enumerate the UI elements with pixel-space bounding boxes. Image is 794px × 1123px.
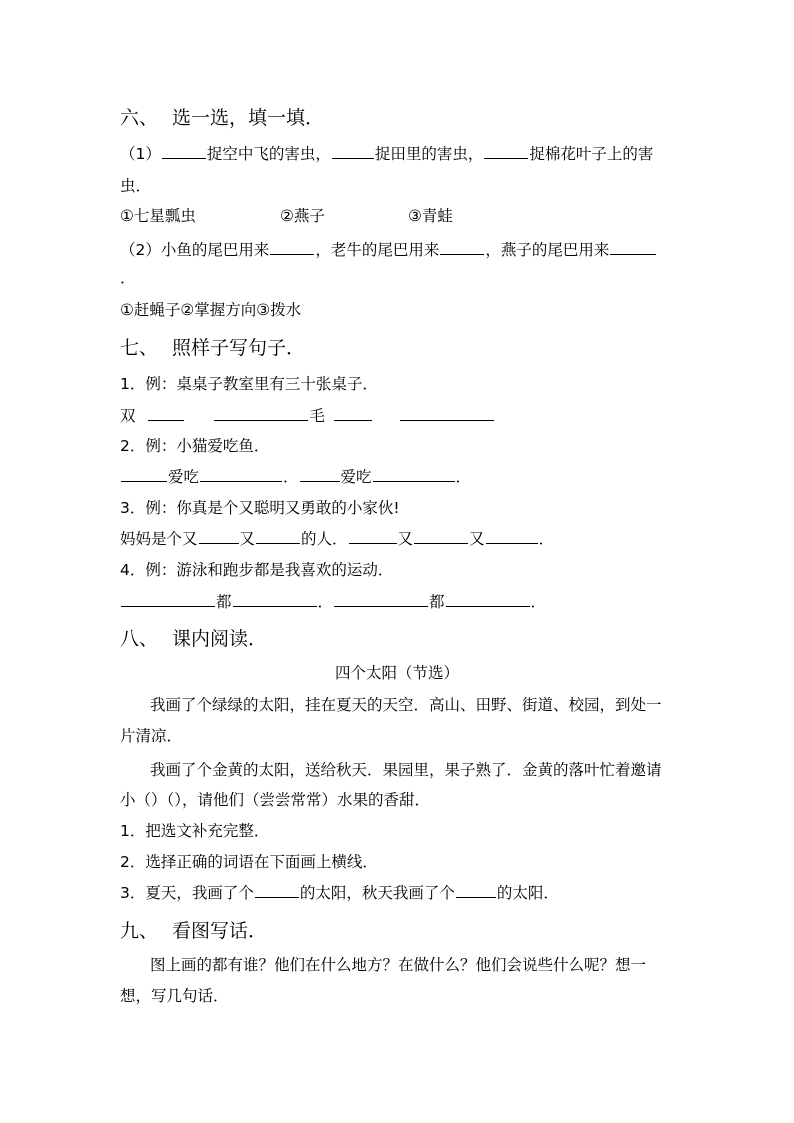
answer-blank[interactable]	[484, 144, 528, 159]
answer-blank[interactable]	[214, 406, 308, 421]
section-title: 照样子写句子．	[172, 337, 306, 359]
example-3-answer	[120, 529, 554, 549]
example-1: 1．例：桌桌子教室里有三十张桌子．	[120, 375, 378, 393]
answer-blank[interactable]	[334, 406, 372, 421]
section-number: 八、	[120, 628, 159, 650]
answer-blank[interactable]	[610, 240, 656, 255]
q1-text-3: 捉棉花叶子上的害	[529, 145, 654, 163]
ex3-text: 的人．	[301, 530, 348, 548]
period: ．	[317, 593, 334, 611]
sec6-q2-line	[120, 240, 657, 260]
ex3-text: 又	[469, 530, 485, 548]
sec6-q2-cont: ．	[120, 269, 136, 287]
writing-prompt-cont: 想，写几句话．	[120, 987, 229, 1005]
ex1-word-b: 毛	[309, 407, 325, 425]
q3-text: 3．夏天，我画了个	[120, 884, 254, 902]
answer-blank[interactable]	[256, 529, 300, 544]
answer-blank[interactable]	[148, 406, 184, 421]
answer-blank[interactable]	[440, 240, 484, 255]
q1-prefix: （1）	[120, 145, 161, 163]
option-1: ①七星瓢虫	[120, 207, 196, 225]
question-3	[120, 883, 559, 903]
answer-blank[interactable]	[456, 883, 496, 898]
section-title: 看图写话．	[172, 920, 268, 942]
sec6-q1-cont: 虫．	[120, 177, 152, 195]
sec6-q1-options	[120, 206, 453, 226]
answer-blank[interactable]	[334, 592, 428, 607]
answer-blank[interactable]	[233, 592, 317, 607]
section-8-heading	[120, 627, 267, 651]
sec6-q1-line	[120, 144, 653, 164]
q1-text-1: 捉空中飞的害虫，	[206, 145, 331, 163]
example-1-answer	[120, 406, 495, 426]
answer-blank[interactable]	[200, 467, 282, 482]
q2-text-3: ，燕子的尾巴用来	[485, 241, 610, 259]
answer-blank[interactable]	[446, 592, 530, 607]
answer-blank[interactable]	[270, 240, 314, 255]
ex4-word: 都	[429, 593, 445, 611]
section-9-heading	[120, 919, 267, 943]
answer-blank[interactable]	[400, 406, 494, 421]
answer-blank[interactable]	[486, 529, 538, 544]
section-number: 九、	[120, 920, 159, 942]
answer-blank[interactable]	[199, 529, 239, 544]
answer-blank[interactable]	[332, 144, 374, 159]
question-1: 1．把选文补充完整．	[120, 822, 270, 840]
answer-blank[interactable]	[414, 529, 468, 544]
q3-text: 的太阳，秋天我画了个	[299, 884, 455, 902]
answer-blank[interactable]	[349, 529, 397, 544]
answer-blank[interactable]	[162, 144, 206, 159]
section-number: 七、	[120, 337, 159, 359]
period: ．	[283, 468, 299, 486]
question-2: 2．选择正确的词语在下面画上横线．	[120, 853, 378, 871]
answer-blank[interactable]	[373, 467, 455, 482]
answer-blank[interactable]	[121, 592, 215, 607]
ex3-text: 又	[397, 530, 414, 548]
period: ．	[530, 593, 547, 611]
example-2: 2．例：小猫爱吃鱼．	[120, 437, 270, 455]
passage-paragraph-2-cont: 小（）（），请他们（尝尝常常）水果的香甜．	[120, 791, 431, 809]
passage-paragraph-1-cont: 片清凉．	[120, 727, 183, 745]
sec6-q2-options: ①赶蝇子②掌握方向③拨水	[120, 301, 302, 319]
passage-title: 四个太阳（节选）	[334, 664, 459, 682]
example-3: 3．例：你真是个又聪明又勇敢的小家伙!	[120, 499, 400, 517]
section-6-heading	[120, 106, 324, 130]
answer-blank[interactable]	[121, 467, 167, 482]
ex2-word: 爱吃	[340, 468, 372, 486]
ex3-text: 又	[239, 530, 256, 548]
passage-paragraph-2: 我画了个金黄的太阳，送给秋天．果园里，果子熟了．金黄的落叶忙着邀请	[150, 761, 662, 779]
example-4-answer	[120, 592, 546, 612]
example-2-answer	[120, 467, 471, 487]
writing-prompt: 图上画的都有谁？他们在什么地方？在做什么？他们会说些什么呢？想一	[150, 956, 647, 974]
section-number: 六、	[120, 107, 159, 129]
answer-blank[interactable]	[300, 467, 340, 482]
q1-text-2: 捉田里的害虫，	[374, 145, 484, 163]
section-title: 课内阅读．	[172, 628, 268, 650]
option-3: ③青蛙	[408, 207, 453, 225]
period: ．	[455, 468, 472, 486]
ex3-text: 妈妈是个又	[120, 530, 198, 548]
q2-text-2: ，老牛的尾巴用来	[315, 241, 440, 259]
section-title: 选一选，填一填．	[172, 107, 325, 129]
q2-text-1: （2）小鱼的尾巴用来	[120, 241, 270, 259]
ex4-word: 都	[216, 593, 232, 611]
section-7-heading	[120, 336, 305, 360]
example-4: 4．例：游泳和跑步都是我喜欢的运动．	[120, 561, 394, 579]
period: ．	[538, 530, 555, 548]
passage-paragraph-1: 我画了个绿绿的太阳，挂在夏天的天空．高山、田野、街道、校园，到处一	[150, 696, 662, 714]
option-2: ②燕子	[280, 207, 325, 225]
ex1-word-a: 双	[120, 407, 136, 425]
ex2-word: 爱吃	[168, 468, 200, 486]
q3-text: 的太阳．	[496, 884, 559, 902]
answer-blank[interactable]	[255, 883, 299, 898]
